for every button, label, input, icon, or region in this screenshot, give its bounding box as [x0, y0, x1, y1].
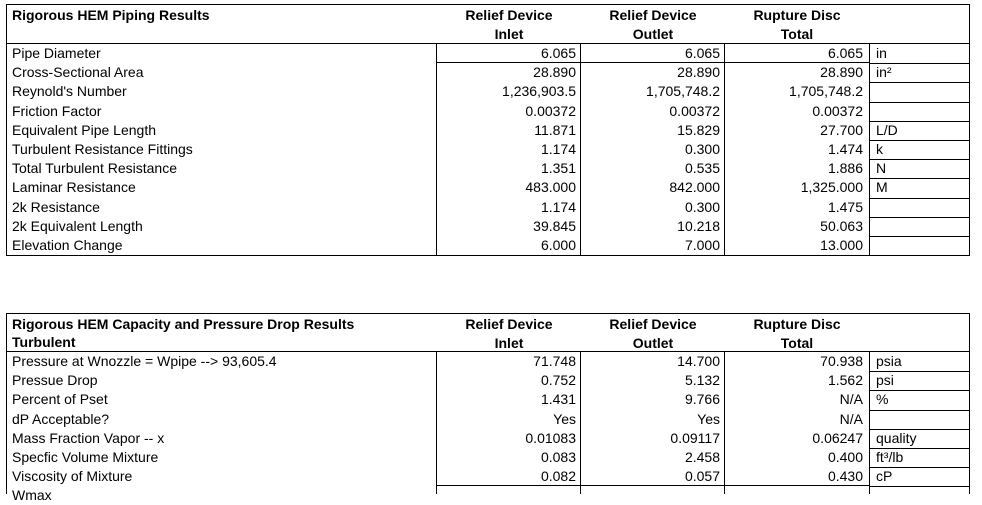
piping-row-inlet: 6.000: [540, 237, 576, 253]
capacity-row-outlet: 2.458: [684, 449, 720, 465]
piping-row-label: Reynold's Number: [12, 83, 127, 100]
piping-row-total: 1.886: [827, 160, 863, 177]
capacity-row-label: Pressue Drop: [12, 372, 98, 389]
piping-row-unit: L/D: [876, 121, 898, 138]
capacity-row-divider: [869, 410, 970, 411]
piping-header-outlet-line1: Relief Device: [609, 7, 697, 23]
piping-row-outlet: 28.890: [677, 64, 720, 81]
capacity-row-label: Mass Fraction Vapor -- x: [12, 429, 165, 446]
piping-header-outlet: [580, 6, 726, 44]
capacity-row-label: Specfic Volume Mixture: [12, 449, 159, 465]
capacity-table-title: Rigorous HEM Capacity and Pressure Drop Results: [12, 316, 355, 332]
piping-header-inlet-line2: Inlet: [494, 26, 524, 42]
piping-header-outlet-line2: Outlet: [632, 26, 674, 42]
piping-row-divider: [869, 63, 970, 64]
piping-row-label: Turbulent Resistance Fittings: [12, 141, 193, 157]
piping-row-total: 28.890: [820, 64, 863, 81]
piping-table-title: Rigorous HEM Piping Results: [12, 7, 210, 23]
capacity-row-label: Pressure at Wnozzle = Wpipe --> 93,605.4: [12, 353, 277, 369]
piping-row-outlet: 7.000: [684, 237, 720, 253]
capacity-row-inlet: 0.082: [540, 468, 576, 485]
capacity-header-outlet: [580, 315, 726, 353]
capacity-row-divider: [869, 429, 970, 430]
capacity-row-divider: [869, 371, 970, 372]
capacity-row-total: 0.06247: [812, 429, 863, 446]
capacity-row-unit: quality: [876, 429, 917, 446]
capacity-row-outlet: 9.766: [684, 391, 720, 408]
piping-row-outlet: 0.300: [684, 141, 720, 157]
piping-row-unit: M: [876, 179, 888, 196]
piping-row-inlet: 483.000: [525, 179, 576, 196]
capacity-col-divider: [869, 351, 870, 494]
capacity-header-inlet-line1: Relief Device: [465, 316, 553, 332]
capacity-row-label: Viscosity of Mixture: [12, 468, 133, 485]
piping-header-inlet-line1: Relief Device: [465, 7, 553, 23]
capacity-header-inlet: [436, 315, 582, 353]
piping-row-inlet: 1.351: [540, 160, 576, 177]
capacity-row-inlet: 0.083: [540, 449, 576, 465]
piping-row-divider: [869, 236, 970, 237]
capacity-header-total: [724, 315, 870, 353]
piping-row-inlet: 0.00372: [525, 102, 576, 119]
piping-row-inlet: 28.890: [533, 64, 576, 81]
capacity-row-total: N/A: [839, 391, 863, 408]
capacity-row-label: dP Acceptable?: [12, 410, 110, 427]
piping-row-inlet: 1.174: [540, 141, 576, 157]
piping-row-total: 13.000: [820, 237, 863, 253]
capacity-row-inlet: 0.01083: [525, 429, 576, 446]
piping-row-label: Friction Factor: [12, 102, 102, 119]
capacity-row-label: Percent of Pset: [12, 391, 108, 408]
capacity-row-divider: [869, 467, 970, 468]
piping-row-label: Laminar Resistance: [12, 179, 136, 196]
capacity-row-unit: ft³/lb: [876, 449, 904, 465]
piping-header-total: [724, 6, 870, 44]
piping-row-label: Equivalent Pipe Length: [12, 121, 156, 138]
capacity-row-total: N/A: [839, 410, 863, 427]
capacity-row-inlet: 71.748: [533, 353, 576, 369]
piping-row-label: Total Turbulent Resistance: [12, 160, 177, 177]
capacity-row-outlet: 0.09117: [670, 429, 720, 446]
capacity-row-inlet: 1.431: [540, 391, 576, 408]
piping-row-label: Cross-Sectional Area: [12, 64, 144, 81]
piping-row-label: 2k Equivalent Length: [12, 217, 143, 234]
piping-row-inlet: 6.065: [540, 45, 576, 61]
capacity-header-outlet-line2: Outlet: [632, 335, 674, 351]
piping-row-outlet: 6.065: [684, 45, 720, 61]
piping-row-total: 27.700: [820, 121, 863, 138]
piping-row-label: 2k Resistance: [12, 198, 100, 215]
piping-row-inlet: 1.174: [540, 198, 576, 215]
capacity-row-outlet: 0.057: [684, 468, 720, 485]
piping-row-inlet: 1,236,903.5: [502, 83, 576, 100]
piping-row-outlet: 15.829: [677, 121, 720, 138]
capacity-header-inlet-line2: Inlet: [494, 335, 524, 351]
piping-row-outlet: 0.00372: [669, 102, 720, 119]
capacity-row-total: 70.938: [820, 353, 863, 369]
capacity-header-total-line1: Rupture Disc: [753, 316, 841, 332]
capacity-row-unit: cP: [876, 468, 893, 485]
capacity-table-subtitle: Turbulent: [12, 334, 76, 350]
piping-row-unit: in²: [876, 64, 892, 81]
piping-row-divider: [869, 178, 970, 179]
capacity-row-divider: [869, 486, 970, 487]
capacity-row-inlet: Yes: [553, 410, 576, 427]
piping-row-total: 6.065: [827, 45, 863, 61]
piping-row-total: 1,325.000: [800, 179, 863, 196]
capacity-row-divider: [869, 390, 970, 391]
piping-row-total: 50.063: [820, 217, 863, 234]
piping-row-outlet: 1,705,748.2: [646, 83, 720, 100]
capacity-row-unit: %: [876, 391, 889, 408]
piping-row-divider: [869, 82, 970, 83]
capacity-row-total: 0.400: [827, 449, 863, 465]
piping-header-total-line2: Total: [780, 26, 814, 42]
piping-row-inlet: 11.871: [534, 121, 576, 138]
capacity-row-total: 0.430: [827, 468, 863, 485]
capacity-row-inlet: 0.752: [540, 372, 576, 389]
piping-row-total: 1.475: [827, 198, 863, 215]
piping-row-divider: [869, 140, 970, 141]
piping-row-divider: [869, 159, 970, 160]
piping-row-divider: [869, 198, 970, 199]
capacity-row-divider: [869, 448, 970, 449]
capacity-header-outlet-line1: Relief Device: [609, 316, 697, 332]
piping-row-divider: [869, 217, 970, 218]
piping-row-outlet: 0.535: [684, 160, 720, 177]
piping-header-total-line1: Rupture Disc: [753, 7, 841, 23]
piping-row-total: 0.00372: [812, 102, 863, 119]
piping-row-total: 1,705,748.2: [789, 83, 863, 100]
capacity-row-outlet: Yes: [697, 410, 720, 427]
capacity-row-outlet: 5.132: [684, 372, 720, 389]
capacity-row-total: 1.562: [827, 372, 863, 389]
capacity-row-outlet: 14.700: [677, 353, 720, 369]
capacity-row-unit: psi: [876, 372, 894, 389]
piping-row-inlet: 39.845: [533, 217, 576, 234]
capacity-row-label: Wmax: [12, 487, 52, 504]
piping-row-outlet: 0.300: [684, 198, 720, 215]
capacity-row-unit: psia: [876, 353, 902, 369]
piping-row-total: 1.474: [827, 141, 863, 157]
piping-row-outlet: 842.000: [669, 179, 720, 196]
piping-row-divider: [869, 102, 970, 103]
piping-row-label: Pipe Diameter: [12, 45, 101, 61]
piping-row-outlet: 10.218: [677, 217, 720, 234]
piping-row-label: Elevation Change: [12, 237, 123, 253]
capacity-header-total-line2: Total: [780, 335, 814, 351]
piping-header-inlet: [436, 6, 582, 44]
piping-row-divider: [869, 121, 970, 122]
piping-row-unit: in: [876, 45, 887, 61]
piping-row-unit: k: [876, 141, 883, 157]
piping-col-divider: [869, 43, 870, 256]
piping-row-unit: N: [876, 160, 887, 177]
